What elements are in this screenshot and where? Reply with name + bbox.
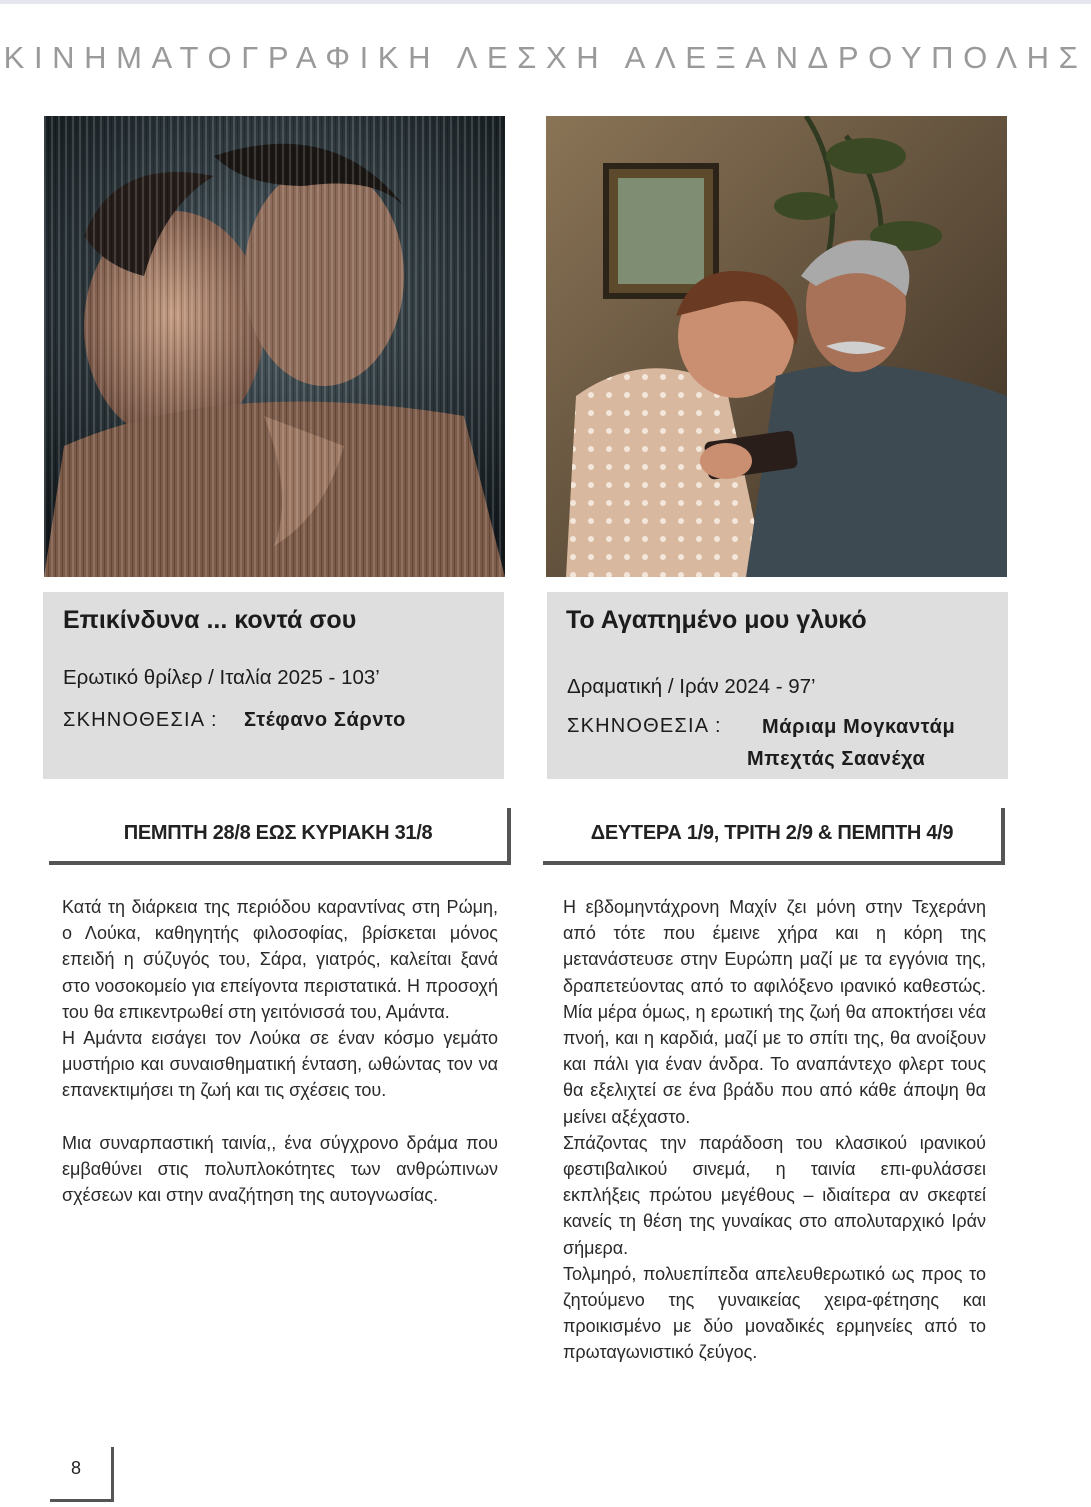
film-poster-left — [44, 116, 505, 577]
director-name: Μάριαμ Μογκαντάμ — [762, 716, 956, 738]
club-header: ΚΙΝΗΜΑΤΟΓΡΑΦΙΚΗ ΛΕΣΧΗ ΑΛΕΞΑΝΔΡΟΥΠΟΛΗΣ — [3, 40, 1088, 75]
page-number-frame — [50, 1447, 114, 1502]
film-info-left — [43, 592, 504, 779]
synopsis-paragraph: Τολμηρό, πολυεπίπεδα απελευθερωτικό ως προς το ζητούμενο της γυναικείας χειρα-φέτησης και προικισμένο με δύο μοναδικές ερμηνείες από το πρωταγωνιστικό ζεύγος. — [563, 1263, 986, 1363]
film-genre: Δραματική / Ιράν 2024 - 97’ — [567, 675, 816, 698]
film-title: Το Αγαπημένο μου γλυκό — [566, 606, 867, 634]
director-label: ΣΚΗΝΟΘΕΣΙΑ : — [63, 709, 218, 731]
synopsis-paragraph: Κατά τη διάρκεια της περιόδου καραντίνας στη Ρώμη, ο Λούκα, καθηγητής φιλοσοφίας, βρίσκεται μόνος επειδή η σύζυγός του, Σάρα, γιατρός, καλείται ξανά στο νοσοκομείο για επείγοντα περιστατικά. Η προσοχή του θα επικεντρωθεί στη γειτόνισσά του, Αμάντα. — [62, 897, 498, 1022]
page-number: 8 — [71, 1458, 82, 1478]
film-genre: Ερωτικό θρίλερ / Ιταλία 2025 - 103’ — [63, 666, 380, 689]
director-name-2: Μπεχτάς Σαανέχα — [747, 748, 926, 770]
film-poster-right — [546, 116, 1007, 577]
synopsis-paragraph: Σπάζοντας την παράδοση του κλασικού ιρανικού φεστιβαλικού σινεμά, η ταινία επι-φυλάσσει εκπλήξεις πρώτου μεγέθους – ιδιαίτερα αν σκεφτεί κανείς τη θέση της γυναίκας στο απολυταρχικό Ιράν σήμερα. — [563, 1132, 986, 1258]
screening-dates-left — [49, 808, 511, 865]
synopsis-left — [62, 894, 498, 1208]
synopsis-paragraph: Η Αμάντα εισάγει τον Λούκα σε έναν κόσμο γεμάτο μυστήριο και συναισθηματική ένταση, ωθώντας τον να επανεκτιμήσει τη ζωή και τις σχέσεις του. — [62, 1028, 498, 1101]
dates-text: ΠΕΜΠΤΗ 28/8 ΕΩΣ ΚΥΡΙΑΚΗ 31/8 — [123, 822, 433, 844]
screening-dates-right — [543, 808, 1005, 865]
film-title: Επικίνδυνα ... κοντά σου — [63, 606, 357, 634]
synopsis-paragraph: Η εβδομηντάχρονη Μαχίν ζει μόνη στην Τεχεράνη από τότε που έμεινε χήρα και η κόρη της μετανάστευσε στην Ευρώπη μαζί με τα εγγόνια της, δραπετεύοντας από το αφιλόξενο ιρανικό καθεστώς. Μία μέρα όμως, η ερωτική της ζωή θα αποκτήσει νέα πνοή, και η καρδιά, μαζί με το σπίτι της, θα ανοίξουν και πάλι για έναν άνδρα. Το αναπάντεχο φλερτ τους θα εξελιχτεί σε ένα βράδυ που από κάθε άποψη θα μείνει αξέχαστο. — [563, 897, 986, 1127]
director-label: ΣΚΗΝΟΘΕΣΙΑ : — [567, 715, 722, 737]
top-rule — [0, 0, 1091, 4]
synopsis-right — [563, 894, 986, 1366]
synopsis-paragraph: Μια συναρπαστική ταινία,, ένα σύγχρονο δράμα που εμβαθύνει στις πολυπλοκότητες των ανθρώπινων σχέσεων και στην αναζήτηση της αυτογνωσίας. — [62, 1132, 498, 1206]
dates-text: ΔΕΥΤΕΡΑ 1/9, ΤΡΙΤΗ 2/9 & ΠΕΜΠΤΗ 4/9 — [590, 822, 954, 844]
film-info-right — [547, 592, 1008, 779]
director-name: Στέφανο Σάρντο — [244, 709, 406, 731]
